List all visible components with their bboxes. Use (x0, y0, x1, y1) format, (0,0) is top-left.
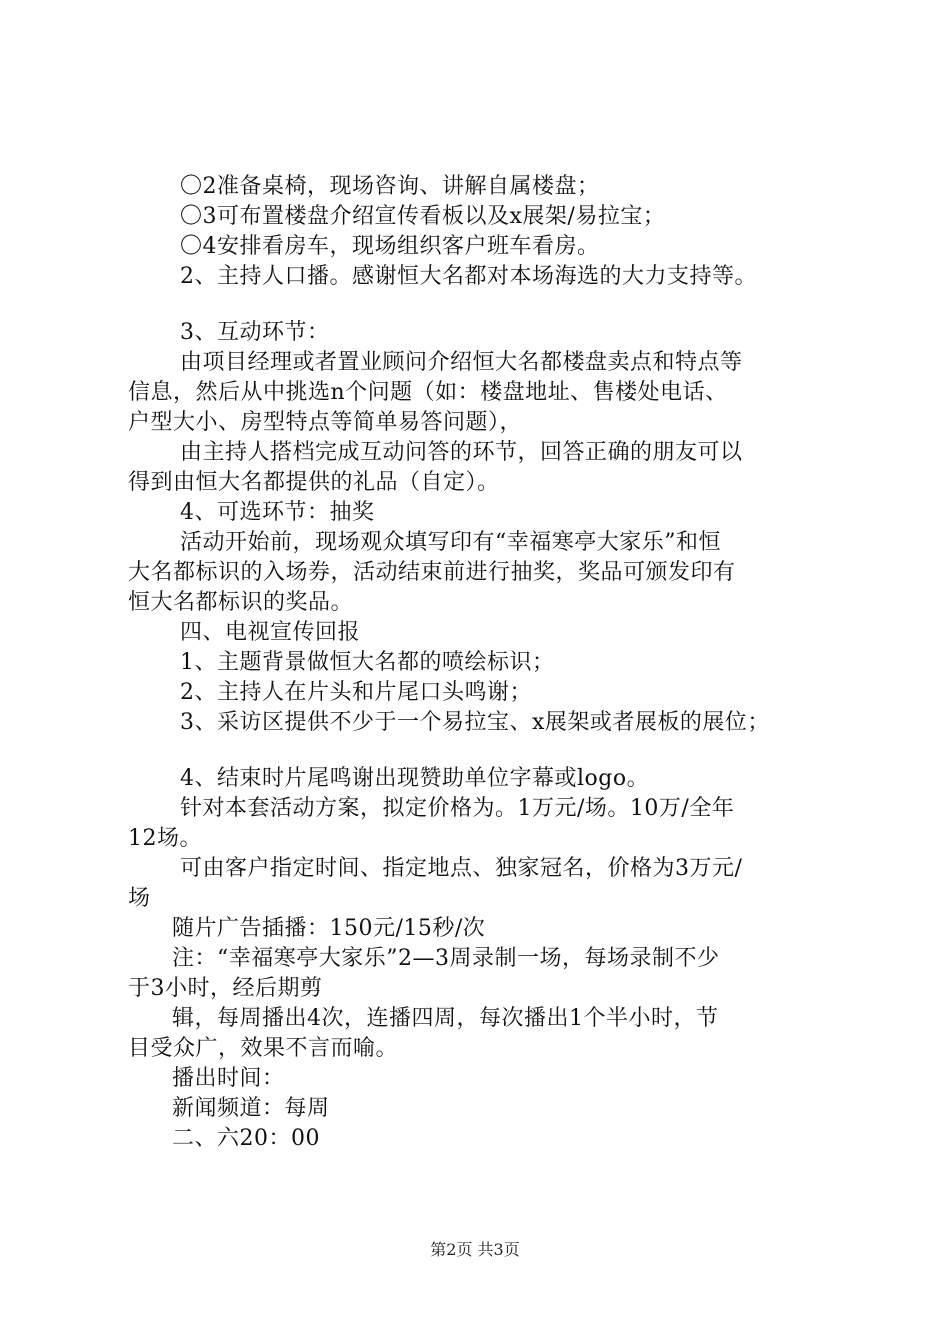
page-footer: 第2页 共3页 (430, 1240, 520, 1259)
section-heading: 四、电视宣传回报 (180, 620, 361, 645)
text-line: 由项目经理或者置业顾问介绍恒大名都楼盘卖点和特点等 (180, 350, 743, 375)
text-line: 得到由恒大名都提供的礼品（自定）。 (128, 470, 500, 495)
text-line: 〇3可布置楼盘介绍宣传看板以及x展架/易拉宝； (180, 204, 666, 229)
text-line: 〇4安排看房车，现场组织客户班车看房。 (180, 234, 600, 259)
text-line: 二、六20：00 (172, 1126, 320, 1151)
text-line: 3、采访区提供不少于一个易拉宝、x展架或者展板的展位； (180, 710, 770, 735)
text-line: 活动开始前，现场观众填写印有“幸福寒亭大家乐”和恒 (180, 530, 721, 555)
text-line: 注：“幸福寒亭大家乐”2—3周录制一场，每场录制不少 (172, 946, 720, 971)
text-line: 针对本套活动方案，拟定价格为。1万元/场。10万/全年 (180, 796, 735, 821)
text-line: 12场。 (128, 826, 202, 851)
text-line: 4、结束时片尾鸣谢出现赞助单位字幕或logo。 (180, 766, 650, 791)
text-line: 辑，每周播出4次，连播四周，每次播出1个半小时，节 (172, 1006, 719, 1031)
text-line: 于3小时，经后期剪 (128, 976, 323, 1001)
text-line: 恒大名都标识的奖品。 (128, 590, 354, 615)
text-line: 2、主持人在片头和片尾口头鸣谢； (180, 680, 532, 705)
text-line: 目受众广，效果不言而喻。 (128, 1036, 399, 1061)
text-line: 场 (128, 886, 151, 911)
text-line: 大名都标识的入场券，活动结束前进行抽奖，奖品可颁发印有 (128, 560, 736, 585)
paragraph-gap (128, 292, 840, 318)
section-heading: 4、可选环节：抽奖 (180, 500, 375, 525)
text-line: 新闻频道：每周 (172, 1096, 330, 1121)
text-line: 〇2准备桌椅，现场咨询、讲解自属楼盘； (180, 174, 600, 199)
text-line: 1、主题背景做恒大名都的喷绘标识； (180, 650, 555, 675)
paragraph-gap (128, 738, 840, 764)
text-line: 2、主持人口播。感谢恒大名都对本场海选的大力支持等。 (180, 264, 757, 289)
document-body (128, 172, 840, 1154)
text-line: 户型大小、房型特点等简单易答问题）， (128, 410, 523, 435)
text-line: 播出时间： (172, 1066, 285, 1091)
section-heading: 3、互动环节： (180, 320, 330, 345)
text-line: 随片广告插播：150元/15秒/次 (172, 916, 486, 941)
text-line: 可由客户指定时间、指定地点、独家冠名，价格为3万元/ (180, 856, 743, 881)
text-line: 由主持人搭档完成互动问答的环节，回答正确的朋友可以 (180, 440, 743, 465)
text-line: 信息，然后从中挑选n个问题（如：楼盘地址、售楼处电话、 (128, 380, 728, 405)
